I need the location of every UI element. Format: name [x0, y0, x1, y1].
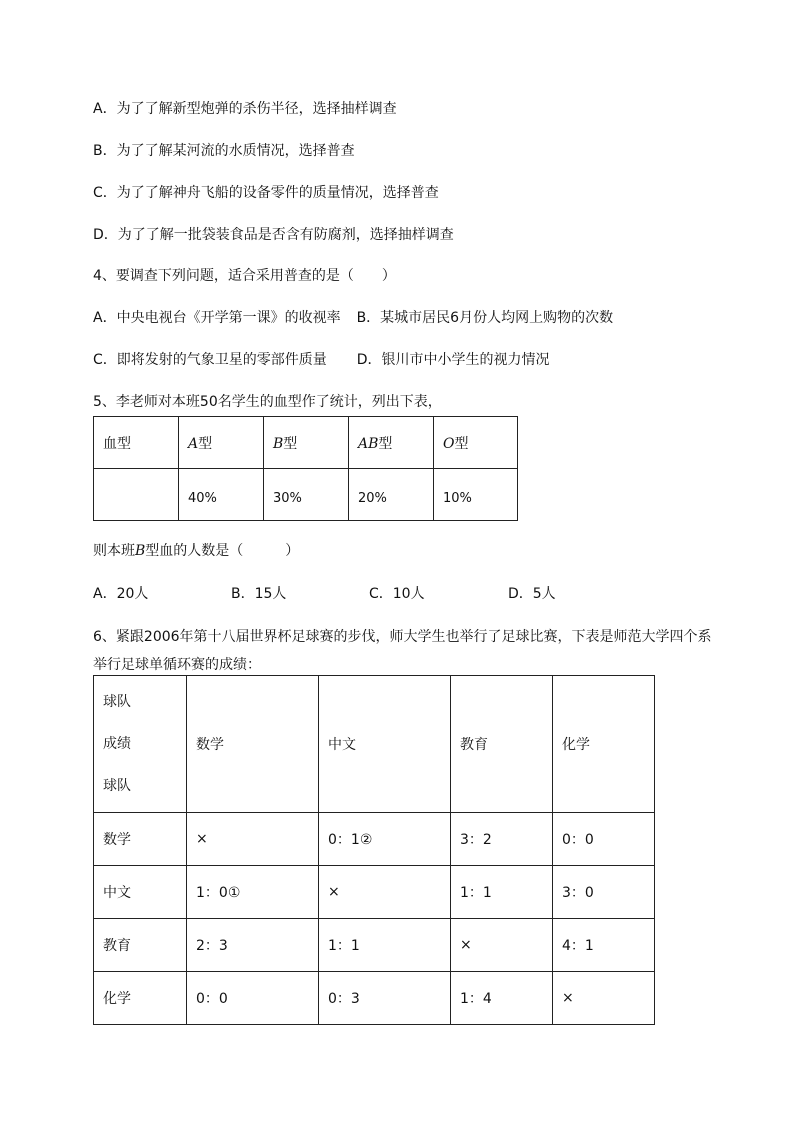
q3-option-c: C．为了了解神舟飞船的设备零件的质量情况，选择普查 [93, 185, 439, 201]
corner-label: 球队 [103, 778, 131, 794]
row-header: 教育 [94, 919, 187, 972]
score-cell: × [187, 813, 319, 866]
column-header: 教育 [451, 676, 553, 813]
q4-options-row1 [93, 309, 613, 327]
blood-type-table [93, 416, 518, 521]
q5-stem: 5、李老师对本班50名学生的血型作了统计，列出下表， [93, 394, 442, 410]
q4-option-d: D．银川市中小学生的视力情况 [356, 352, 550, 368]
table-row [94, 813, 655, 866]
column-header: 数学 [187, 676, 319, 813]
football-results-table [93, 675, 655, 1025]
q5-option-a: A．20人 [93, 586, 149, 602]
table-row [94, 919, 655, 972]
q4-stem: 4、要调查下列问题，适合采用普查的是（ ） [93, 268, 396, 284]
score-cell: 0：0 [553, 813, 655, 866]
q3-option-d: D．为了了解一批袋装食品是否含有防腐剂，选择抽样调查 [93, 227, 454, 243]
row-header: 数学 [94, 813, 187, 866]
q5-option-b: B．15人 [231, 586, 287, 602]
q5-option-d: D．5人 [508, 586, 556, 602]
q6-stem-line2: 举行足球单循环赛的成绩： [93, 657, 261, 673]
score-cell: × [553, 972, 655, 1025]
value-cell [94, 469, 179, 521]
q5-question: 则本班B型血的人数是（ ） [93, 543, 300, 559]
score-cell: 4：1 [553, 919, 655, 972]
header-cell: B型 [264, 417, 349, 469]
row-header: 中文 [94, 866, 187, 919]
table-row [94, 417, 518, 469]
row-header: 化学 [94, 972, 187, 1025]
corner-cell [94, 676, 187, 813]
table-row [94, 972, 655, 1025]
score-cell: 1：4 [451, 972, 553, 1025]
q4-option-c: C．即将发射的气象卫星的零部件质量 [93, 352, 327, 368]
score-cell: 0：1② [319, 813, 451, 866]
column-header: 中文 [319, 676, 451, 813]
value-cell: 30% [264, 469, 349, 521]
score-cell: 0：3 [319, 972, 451, 1025]
q4-option-b: B．某城市居民6月份人均网上购物的次数 [356, 310, 614, 326]
header-cell: 血型 [94, 417, 179, 469]
score-cell: × [319, 866, 451, 919]
score-cell: 3：2 [451, 813, 553, 866]
q3-option-b: B．为了了解某河流的水质情况，选择普查 [93, 143, 355, 159]
score-cell: 1：1 [451, 866, 553, 919]
q4-options-row2 [93, 351, 550, 369]
table-row [94, 676, 655, 813]
q5-option-c: C．10人 [369, 586, 425, 602]
header-cell: O型 [434, 417, 518, 469]
table-row [94, 469, 518, 521]
score-cell: 0：0 [187, 972, 319, 1025]
score-cell: × [451, 919, 553, 972]
q4-option-a: A．中央电视台《开学第一课》的收视率 [93, 310, 341, 326]
value-cell: 10% [434, 469, 518, 521]
value-cell: 20% [349, 469, 434, 521]
column-header: 化学 [553, 676, 655, 813]
q6-stem-line1: 6、紧跟2006年第十八届世界杯足球赛的步伐，师大学生也举行了足球比赛，下表是师范大学四个系 [93, 629, 712, 645]
score-cell: 1：1 [319, 919, 451, 972]
score-cell: 2：3 [187, 919, 319, 972]
table-row [94, 866, 655, 919]
header-cell: A型 [179, 417, 264, 469]
score-cell: 3：0 [553, 866, 655, 919]
q3-option-a: A．为了了解新型炮弹的杀伤半径，选择抽样调查 [93, 101, 397, 117]
header-cell: AB型 [349, 417, 434, 469]
corner-label: 球队 [103, 694, 131, 710]
corner-label: 成绩 [103, 736, 131, 752]
value-cell: 40% [179, 469, 264, 521]
score-cell: 1：0① [187, 866, 319, 919]
